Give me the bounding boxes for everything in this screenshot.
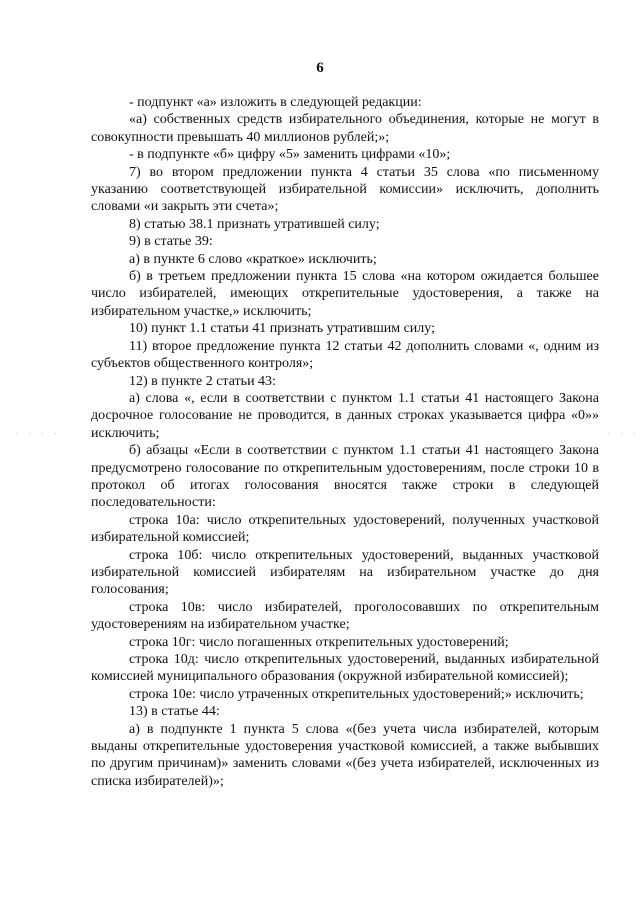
paragraph: 13) в статье 44: bbox=[129, 704, 220, 720]
paragraph: строка 10а: число открепительных удостоверений, полученных участковой избирательной комиссией; bbox=[91, 512, 599, 546]
paragraph: б) в третьем предложении пункта 15 слова «на котором ожидается большее число избирателей, имеющих открепительные удостоверения, а также на избирательном участке,» исключить; bbox=[91, 269, 599, 319]
paragraph: а) в подпункте 1 пункта 5 слова «(без учета числа избирателей, которым выданы открепительные удостоверения участковой комиссией, а также выбывших по другим причинам)» заменить словами «(без учета избирателей, исключенных из списка избирателей)»; bbox=[91, 721, 599, 789]
paragraph: 12) в пункте 2 статьи 43: bbox=[129, 373, 276, 389]
paragraph: 9) в статье 39: bbox=[129, 234, 213, 250]
paragraph: - подпункт «а» изложить в следующей редакции: bbox=[129, 95, 422, 110]
paragraph: а) в пункте 6 слово «краткое» исключить; bbox=[129, 251, 377, 267]
paragraph: строка 10д: число открепительных удостоверений, выданных избирательной комиссией муниципального образования (окружной избирательной комиссией); bbox=[91, 652, 599, 685]
paragraph: строка 10б: число открепительных удостоверений, выданных участковой избирательной комиссией избирателям на избирательном участке до дня голосования; bbox=[91, 547, 599, 598]
paragraph: строка 10е: число утраченных открепительных удостоверений;» исключить; bbox=[129, 686, 584, 702]
paragraph: 7) во втором предложении пункта 4 статьи 35 слова «по письменному указанию соответствующей избирательной комиссии» исключить, дополнить словами «и закрыть эти счета»; bbox=[91, 164, 599, 215]
paragraph: строка 10г: число погашенных открепительных удостоверений; bbox=[129, 634, 509, 650]
right-margin-mark: · · · bbox=[606, 430, 639, 440]
paragraph: 11) второе предложение пункта 12 статьи 42 дополнить словами «, одним из субъектов общественного контроля»; bbox=[91, 338, 599, 372]
paragraph: б) абзацы «Если в соответствии с пунктом 1.1 статьи 41 настоящего Закона предусмотрено голосование по открепительным удостоверениям, после строки 10 в протокол об итогах голосования вносятся также строки в следующей последовательности: bbox=[91, 443, 599, 511]
paragraph: а) слова «, если в соответствии с пунктом 1.1 статьи 41 настоящего Закона досрочное голосование не проводится, в данных строках указывается цифра «0»» исключить; bbox=[91, 390, 599, 441]
paragraph: 10) пункт 1.1 статьи 41 признать утратившим силу; bbox=[129, 321, 435, 337]
paragraph: «а) собственных средств избирательного объединения, которые не могут в совокупности превышать 40 миллионов рублей;»; bbox=[91, 112, 599, 145]
page-number: 6 bbox=[316, 60, 324, 76]
document-body bbox=[91, 94, 599, 790]
paragraph: - в подпункте «б» цифру «5» заменить цифрами «10»; bbox=[129, 147, 451, 163]
paragraph: 8) статью 38.1 признать утратившей силу; bbox=[129, 216, 380, 232]
paragraph: строка 10в: число избирателей, проголосовавших по открепительным удостоверениям на избирательном участке; bbox=[91, 599, 599, 633]
left-margin-mark: · · · · bbox=[14, 430, 59, 440]
